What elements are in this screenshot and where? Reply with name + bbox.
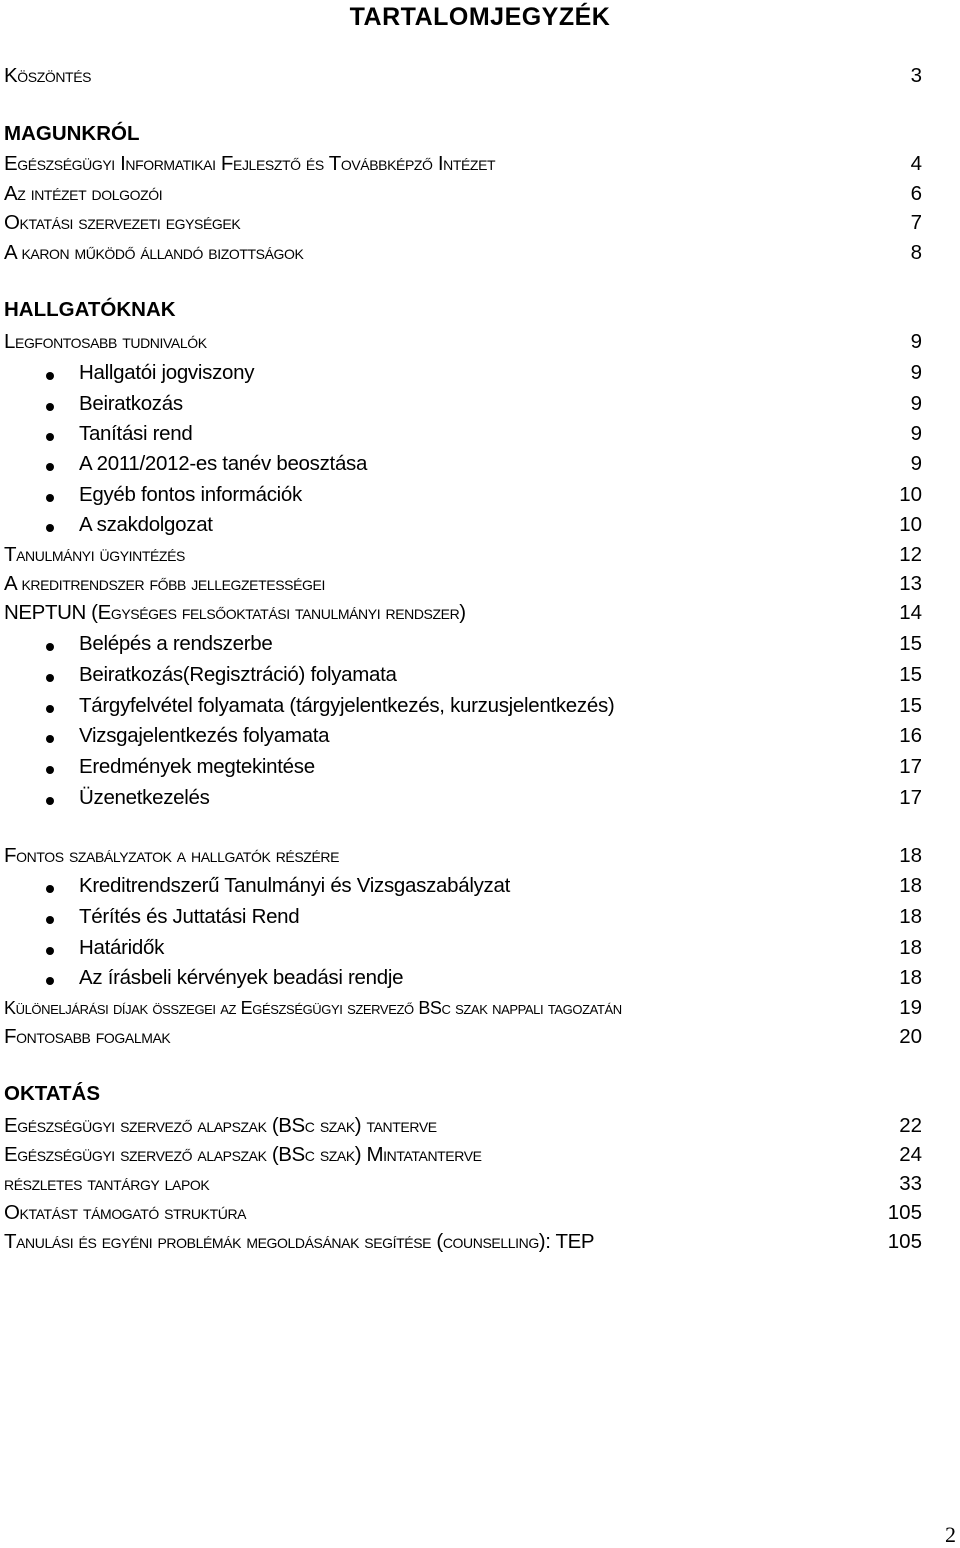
- toc-entry-page: 105: [887, 1230, 922, 1253]
- toc-entry: [4, 694, 922, 724]
- toc-entry: [4, 1025, 922, 1055]
- toc-entry-page: 9: [910, 392, 922, 415]
- bullet-icon: [46, 372, 54, 380]
- toc-entry-page: 24: [899, 1143, 922, 1166]
- toc-entry-page: 10: [899, 483, 922, 506]
- toc-entry: [4, 64, 922, 94]
- toc-entry-label: Tanulmányi ügyintézés: [4, 543, 185, 566]
- toc-entry: [4, 632, 922, 662]
- toc-entry-page: 3: [910, 64, 922, 87]
- toc-entry-page: 17: [899, 786, 922, 809]
- toc-entry: [4, 905, 922, 935]
- toc-entry-label: Üzenetkezelés: [79, 786, 210, 809]
- toc-entry: [4, 1230, 922, 1260]
- toc-entry: [4, 1201, 922, 1231]
- toc-entry: [4, 1172, 922, 1202]
- toc-entry-page: 10: [899, 513, 922, 536]
- toc-entry: [4, 452, 922, 482]
- toc-entry-label: A karon működő állandó bizottságok: [4, 241, 304, 264]
- toc-entry-label: Egészségügyi Informatikai Fejlesztő és Továbbképző Intézet: [4, 152, 496, 175]
- bullet-icon: [46, 403, 54, 411]
- toc-entry-label: A szakdolgozat: [79, 513, 213, 536]
- toc-entry: [4, 483, 922, 513]
- bullet-icon: [46, 797, 54, 805]
- toc-entry-label: Hallgatói jogviszony: [79, 361, 255, 384]
- toc-entry-label: Beiratkozás: [79, 392, 183, 415]
- toc-entry-label: Oktatást támogató struktúra: [4, 1201, 247, 1224]
- toc-entry: [4, 330, 922, 360]
- bullet-icon: [46, 916, 54, 924]
- toc-entry-label: Kreditrendszerű Tanulmányi és Vizsgaszabályzat: [79, 874, 510, 897]
- toc-entry-label: Belépés a rendszerbe: [79, 632, 273, 655]
- toc-entry-label: Határidők: [79, 936, 165, 959]
- toc-entry-page: 15: [899, 663, 922, 686]
- toc-entry-page: 8: [910, 241, 922, 264]
- bullet-icon: [46, 766, 54, 774]
- toc-entry-page: 7: [910, 211, 922, 234]
- bullet-icon: [46, 433, 54, 441]
- toc-entry: [4, 755, 922, 785]
- toc-entry-label: Beiratkozás(Regisztráció) folyamata: [79, 663, 397, 686]
- toc-entry-page: 18: [899, 905, 922, 928]
- toc-entry: [4, 122, 922, 152]
- toc-entry-label: Köszöntés: [4, 64, 92, 87]
- toc-entry: [4, 392, 922, 422]
- bullet-icon: [46, 947, 54, 955]
- toc-entry-label: Eredmények megtekintése: [79, 755, 315, 778]
- toc-entry: [4, 996, 922, 1026]
- bullet-icon: [46, 735, 54, 743]
- toc-entry: [4, 936, 922, 966]
- toc-entry-page: 19: [899, 996, 922, 1019]
- toc-entry-label: Egészségügyi szervező alapszak (BSc szak) Mintatanterve: [4, 1143, 482, 1166]
- toc-entry: [4, 601, 922, 631]
- toc-entry-label: Tanítási rend: [79, 422, 193, 445]
- toc-entry-label: A 2011/2012-es tanév beosztása: [79, 452, 368, 475]
- toc-entry-page: 20: [899, 1025, 922, 1048]
- toc-entry-label: Vizsgajelentkezés folyamata: [79, 724, 330, 747]
- toc-entry-label: A kreditrendszer főbb jellegzetességei: [4, 572, 325, 595]
- toc-entry-page: 9: [910, 422, 922, 445]
- toc-entry-label: Fontosabb fogalmak: [4, 1025, 171, 1048]
- toc-entry: [4, 966, 922, 996]
- bullet-icon: [46, 494, 54, 502]
- toc-entry: [4, 844, 922, 874]
- bullet-icon: [46, 524, 54, 532]
- toc-entry-page: 22: [899, 1114, 922, 1137]
- toc-entry-label: Legfontosabb tudnivalók: [4, 330, 207, 353]
- page-number: 2: [945, 1522, 956, 1547]
- toc-entry: [4, 724, 922, 754]
- toc-entry-page: 9: [910, 330, 922, 353]
- toc-entry-page: 15: [899, 694, 922, 717]
- toc-entry: [4, 241, 922, 271]
- toc-entry-page: 15: [899, 632, 922, 655]
- toc-entry-page: 18: [899, 844, 922, 867]
- toc-entry-label: Tanulási és egyéni problémák megoldásának segítése (counselling): TEP: [4, 1230, 595, 1253]
- toc-entry-label: Tárgyfelvétel folyamata (tárgyjelentkezés, kurzusjelentkezés): [79, 694, 615, 717]
- toc-entry-page: 105: [887, 1201, 922, 1224]
- toc-entry: [4, 1114, 922, 1144]
- toc-entry-label: Az írásbeli kérvények beadási rendje: [79, 966, 404, 989]
- bullet-icon: [46, 885, 54, 893]
- bullet-icon: [46, 705, 54, 713]
- toc-entry: [4, 152, 922, 182]
- toc-entry-page: 18: [899, 936, 922, 959]
- toc-entry: [4, 543, 922, 573]
- bullet-icon: [46, 674, 54, 682]
- toc-entry-page: 18: [899, 966, 922, 989]
- toc-entry-page: 18: [899, 874, 922, 897]
- toc-entry-label: részletes tantárgy lapok: [4, 1172, 210, 1195]
- toc-entry-page: 9: [910, 452, 922, 475]
- toc-entry-page: 12: [899, 543, 922, 566]
- toc-entry-label: Térítés és Juttatási Rend: [79, 905, 300, 928]
- toc-entry: [4, 786, 922, 816]
- toc-entry-label: HALLGATÓKNAK: [4, 298, 176, 321]
- toc-entry: [4, 874, 922, 904]
- toc-entry: [4, 1082, 922, 1112]
- bullet-icon: [46, 643, 54, 651]
- toc-entry-label: MAGUNKRÓL: [4, 122, 140, 145]
- toc-entry-label: NEPTUN (Egységes felsőoktatási tanulmányi rendszer): [4, 601, 466, 624]
- toc-entry: [4, 182, 922, 212]
- toc-entry: [4, 513, 922, 543]
- toc-entry: [4, 1143, 922, 1173]
- toc-entry: [4, 572, 922, 602]
- toc-entry-page: 4: [910, 152, 922, 175]
- toc-entry: [4, 361, 922, 391]
- toc-entry-page: 13: [899, 572, 922, 595]
- toc-entry-label: Az intézet dolgozói: [4, 182, 163, 205]
- toc-entry-page: 16: [899, 724, 922, 747]
- toc-entry-label: OKTATÁS: [4, 1082, 101, 1105]
- toc-entry: [4, 298, 922, 328]
- toc-entry-page: 14: [899, 601, 922, 624]
- toc-entry-label: Különeljárási díjak összegei az Egészségügyi szervező BSc szak nappali tagozatán: [4, 998, 622, 1018]
- toc-entry-page: 6: [910, 182, 922, 205]
- toc-entry: [4, 422, 922, 452]
- page-title: TARTALOMJEGYZÉK: [349, 3, 611, 31]
- bullet-icon: [46, 977, 54, 985]
- toc-entry-page: 17: [899, 755, 922, 778]
- toc-entry-label: Fontos szabályzatok a hallgatók részére: [4, 844, 340, 867]
- toc-entry: [4, 663, 922, 693]
- toc-entry-page: 9: [910, 361, 922, 384]
- toc-entry-label: Egyéb fontos információk: [79, 483, 302, 506]
- toc-entry-label: Oktatási szervezeti egységek: [4, 211, 241, 234]
- toc-entry: [4, 211, 922, 241]
- toc-entry-label: Egészségügyi szervező alapszak (BSc szak) tanterve: [4, 1114, 437, 1137]
- bullet-icon: [46, 463, 54, 471]
- toc-entry-page: 33: [899, 1172, 922, 1195]
